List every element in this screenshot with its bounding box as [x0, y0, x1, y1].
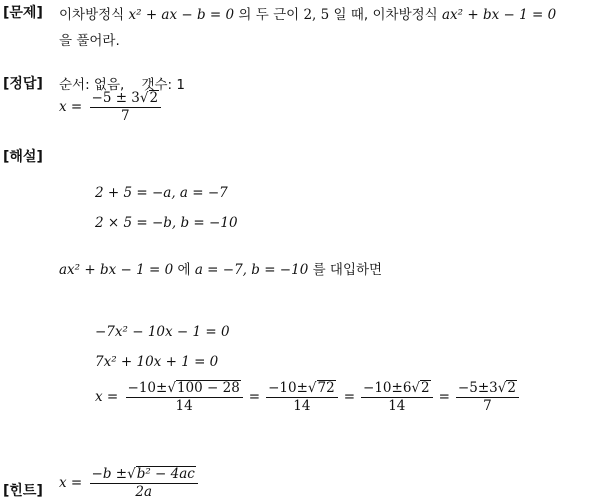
- problem-roots: 2, 5: [303, 7, 330, 23]
- problem-line-2: 을 풀어라.: [59, 33, 120, 49]
- final-fraction-2-radicand: 72: [317, 380, 335, 396]
- substitution-text-mid: 에: [177, 262, 191, 278]
- final-fraction-3-radicand: 2: [421, 380, 430, 396]
- hint-lhs: x =: [59, 475, 83, 491]
- hint-denominator: 2a: [90, 483, 198, 501]
- sqrt-icon: √: [497, 380, 507, 396]
- hint-radicand: b² − 4ac: [136, 466, 195, 482]
- final-fraction-4-numerator: −5±3: [457, 380, 498, 396]
- answer-tag: [정답]: [3, 76, 43, 92]
- hint-tag: [힌트]: [3, 483, 43, 499]
- final-fraction-2: [266, 380, 338, 415]
- substitution-values: a = −7, b = −10: [194, 262, 309, 278]
- final-fraction-4-radicand: 2: [507, 380, 516, 396]
- problem-text-3: 일 때, 이차방정식: [333, 7, 438, 23]
- substitution-line: [59, 258, 382, 278]
- answer-numerator: −5 ± 3: [91, 90, 140, 106]
- solution-tag: [해설]: [3, 149, 43, 165]
- sqrt-icon: √: [127, 466, 136, 482]
- sqrt-icon: √: [411, 380, 421, 396]
- final-fraction-3: [361, 380, 433, 415]
- substitution-equation: ax² + bx − 1 = 0: [59, 262, 174, 278]
- final-fraction-1-numerator: −10±: [127, 380, 168, 396]
- answer-order: 순서: 없음,: [59, 77, 125, 93]
- solution-final: x = $\frac{-10\pm√100 - 28}{14}$ = $\frac{-10\pm√72}{14}$ = $\frac{-10\pm 6√2}{14}$ = $\frac{-5\pm 3√2}{7}$: [95, 380, 522, 415]
- final-fraction-1: [126, 380, 243, 415]
- hint-fraction: [90, 466, 198, 501]
- final-fraction-4: [456, 380, 519, 415]
- solution-line-3: −7x² − 10x − 1 = 0: [95, 324, 230, 340]
- final-fraction-2-numerator: −10±: [268, 380, 308, 396]
- final-fraction-3-denominator: 14: [361, 397, 433, 415]
- final-fraction-1-radicand: 100 − 28: [176, 380, 240, 396]
- hint-formula: [59, 466, 201, 501]
- answer-radicand: 2: [149, 90, 159, 106]
- substitution-text-end: 를 대입하면: [312, 262, 383, 278]
- hint-numerator: −b ±: [91, 466, 128, 482]
- final-lhs: x =: [95, 389, 119, 405]
- problem-text-1: 이차방정식: [59, 7, 125, 23]
- final-fraction-3-numerator: −10±6: [363, 380, 412, 396]
- problem-text-2: 의 두 근이: [238, 7, 300, 23]
- problem-tag: [문제]: [3, 5, 43, 21]
- answer-formula: [59, 90, 164, 125]
- answer-fraction: [90, 90, 162, 125]
- solution-line-1: 2 + 5 = −a, a = −7: [95, 185, 228, 201]
- sqrt-icon: √: [139, 90, 149, 106]
- answer-denominator: 7: [90, 107, 162, 125]
- sqrt-icon: √: [307, 380, 317, 396]
- solution-line-2: 2 × 5 = −b, b = −10: [95, 215, 238, 231]
- answer-count: 갯수: 1: [141, 77, 185, 93]
- final-fraction-4-denominator: 7: [456, 397, 519, 415]
- answer-lhs: x =: [59, 99, 83, 115]
- final-fraction-1-denominator: 14: [126, 397, 243, 415]
- sqrt-icon: √: [167, 380, 176, 396]
- problem-equation-1: x² + ax − b = 0: [128, 7, 235, 23]
- problem-equation-2: ax² + bx − 1 = 0: [442, 7, 557, 23]
- final-fraction-2-denominator: 14: [266, 397, 338, 415]
- solution-line-4: 7x² + 10x + 1 = 0: [95, 354, 219, 370]
- problem-statement: [59, 3, 556, 23]
